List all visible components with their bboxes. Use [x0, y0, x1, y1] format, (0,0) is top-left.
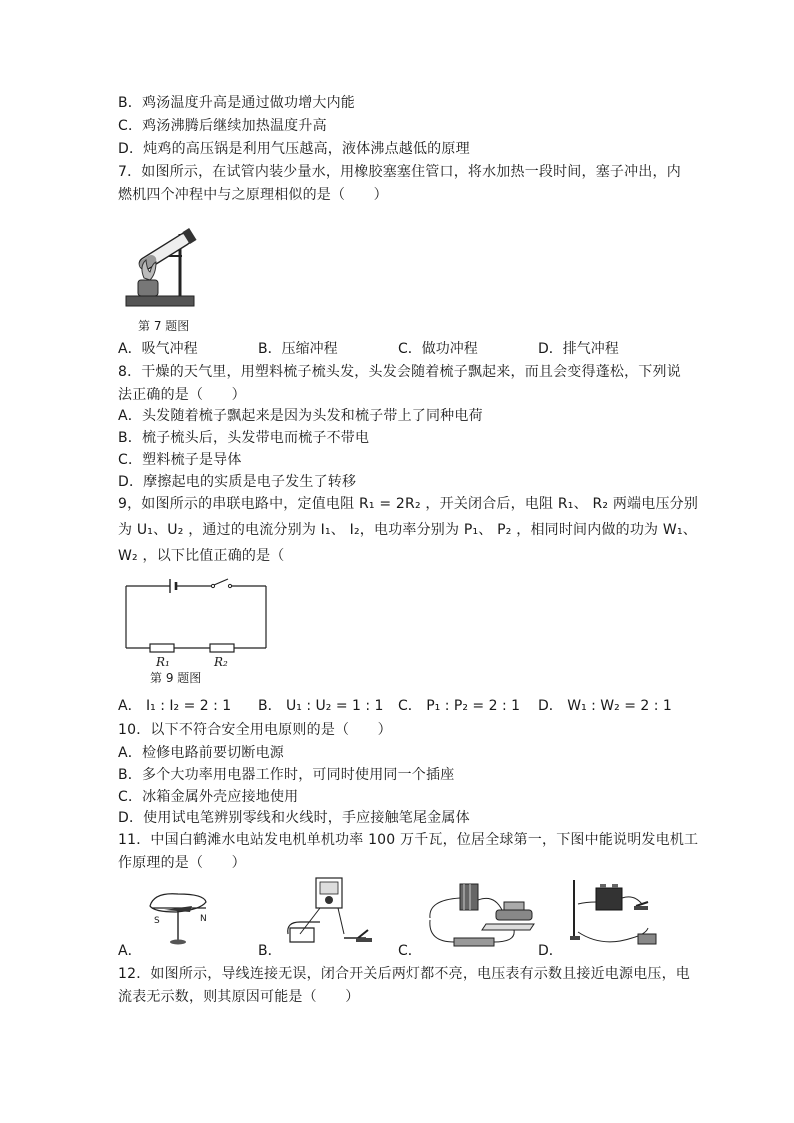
- q7-test-tube-figure: [122, 222, 202, 312]
- q10-option-c: C．冰箱金属外壳应接地使用: [118, 789, 299, 805]
- q11-stem-line1: 11．中国白鹤滩水电站发电机单机功率 100 万千瓦，位居全球第一，下图中能说明发电机工: [118, 832, 699, 848]
- r1-label: R₁: [156, 655, 170, 669]
- q9-circuit-figure: [124, 576, 274, 656]
- q7-option-a: A．吸气冲程: [118, 341, 198, 357]
- q11-option-a: A．: [118, 943, 142, 959]
- q8-stem-line1: 8．干燥的天气里，用塑料梳子梳头发，头发会随着梳子飘起来，而且会变得蓬松，下列说: [118, 364, 681, 380]
- q7-option-b: B．压缩冲程: [258, 341, 338, 357]
- fig7-caption: 第 7 题图: [138, 319, 190, 333]
- q8-option-d: D．摩擦起电的实质是电子发生了转移: [118, 474, 357, 490]
- q11-option-c: C．: [398, 943, 422, 959]
- q11-option-d: D．: [538, 943, 563, 959]
- q10-stem: 10．以下不符合安全用电原则的是（ ）: [118, 722, 392, 738]
- q9-stem-line2: 为 U₁、U₂ ，通过的电流分别为 I₁、 I₂，电功率分别为 P₁、 P₂ ，相同时间内做的功为 W₁、: [118, 522, 697, 538]
- q10-option-d: D．使用试电笔辨别零线和火线时，手应接触笔尾金属体: [118, 810, 470, 826]
- q8-option-a: A．头发随着梳子飘起来是因为头发和梳子带上了同种电荷: [118, 408, 483, 424]
- q11-option-b: B．: [258, 943, 282, 959]
- q7-option-d: D．排气冲程: [538, 341, 619, 357]
- q12-stem-line1: 12．如图所示，导线连接无误，闭合开关后两灯都不亮，电压表有示数且接近电源电压，电: [118, 966, 691, 982]
- q9-option-a: A． I₁ : I₂ = 2 : 1: [118, 698, 232, 714]
- switch-blade: [214, 579, 228, 585]
- q9-stem-line1: 9，如图所示的串联电路中，定值电阻 R₁ = 2R₂ ，开关闭合后，电阻 R₁、 R₂ 两端电压分别: [118, 496, 699, 512]
- q9-option-d: D． W₁ : W₂ = 2 : 1: [538, 698, 672, 714]
- q9-option-b: B． U₁ : U₂ = 1 : 1: [258, 698, 384, 714]
- compass-n-label: N: [200, 914, 207, 924]
- q8-option-c: C．塑料梳子是导体: [118, 452, 242, 468]
- q9-option-c: C． P₁ : P₂ = 2 : 1: [398, 698, 521, 714]
- resistor-r1: [150, 644, 174, 652]
- q7-options: [118, 339, 688, 359]
- q7-option-c: C．做功冲程: [398, 341, 478, 357]
- compass-s-label: S: [154, 916, 160, 926]
- q7-stem-line1: 7．如图所示，在试管内装少量水，用橡胶塞塞住管口，将水加热一段时间，塞子冲出，内: [118, 164, 681, 180]
- q9-stem-line3: W₂ ，以下比值正确的是（: [118, 548, 285, 564]
- q10-option-a: A．检修电路前要切断电源: [118, 745, 284, 761]
- fig9-caption: 第 9 题图: [150, 671, 202, 685]
- q11-options: [118, 941, 688, 961]
- q9-options: [118, 696, 688, 716]
- q11-stem-line2: 作原理的是（ ）: [118, 855, 246, 871]
- q11-figure-d: [562, 878, 662, 950]
- q7-stem-line2: 燃机四个冲程中与之原理相似的是（ ）: [118, 187, 388, 203]
- q6-option-d: D．炖鸡的高压锅是利用气压越高，液体沸点越低的原理: [118, 141, 470, 157]
- r2-label: R₂: [214, 655, 228, 669]
- q6-option-b: B．鸡汤温度升高是通过做功增大内能: [118, 95, 356, 111]
- q8-option-b: B．梳子梳头后，头发带电而梳子不带电: [118, 430, 370, 446]
- resistor-r2: [210, 644, 234, 652]
- q6-option-c: C．鸡汤沸腾后继续加热温度升高: [118, 118, 327, 134]
- q10-option-b: B．多个大功率用电器工作时，可同时使用同一个插座: [118, 767, 455, 783]
- q8-stem-line2: 法正确的是（ ）: [118, 387, 246, 403]
- q12-stem-line2: 流表无示数，则其原因可能是（ ）: [118, 989, 360, 1005]
